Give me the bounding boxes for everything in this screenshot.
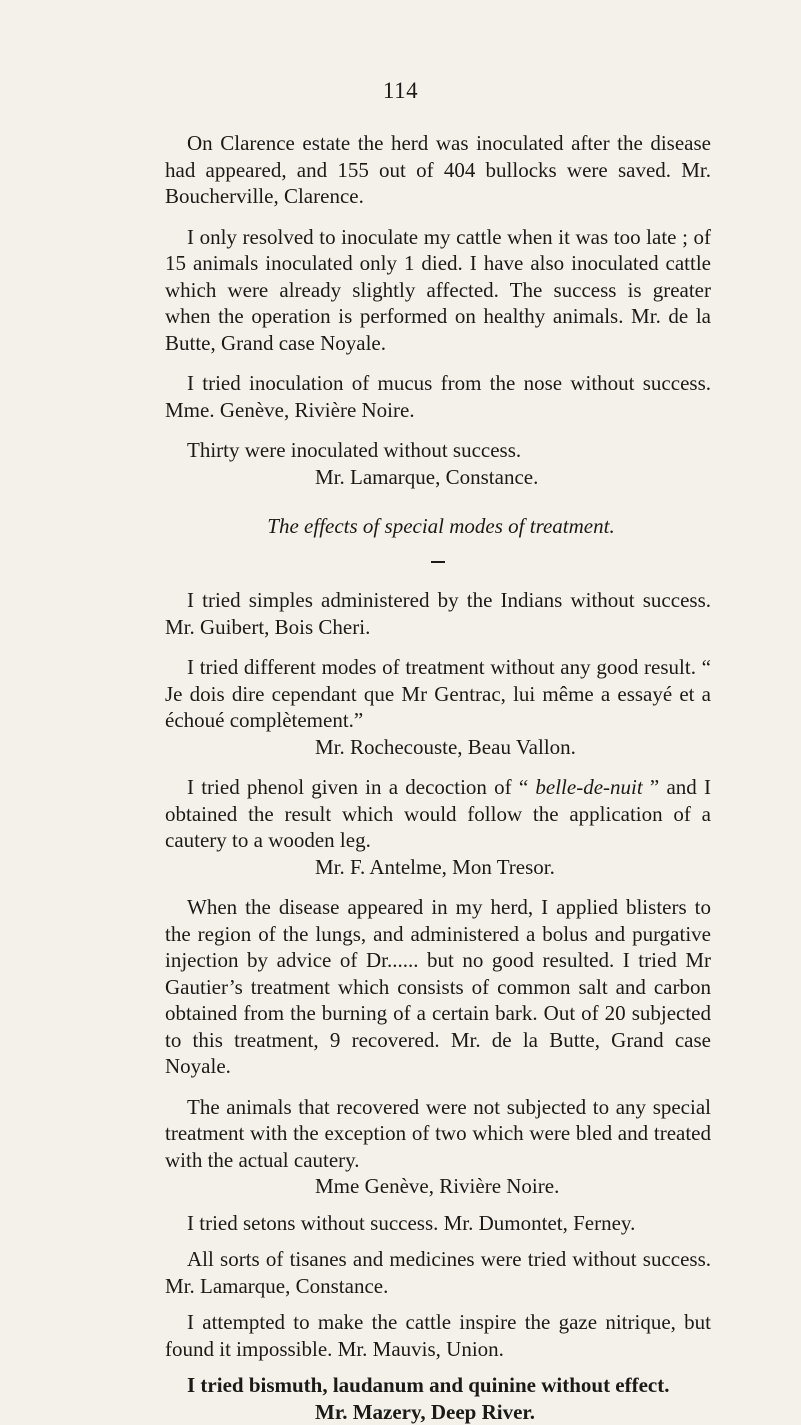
signature-lamarque: Mr. Lamarque, Constance.	[165, 464, 711, 491]
paragraph-setons: I tried setons without success. Mr. Dumontet, Ferney.	[165, 1210, 711, 1237]
paragraph-tisanes: All sorts of tisanes and medicines were tried without success. Mr. Lamarque, Constance.	[165, 1246, 711, 1299]
paragraph-inoculate-late: I only resolved to inoculate my cattle when it was too late ; of 15 animals inoculated only 1 died. I have also inoculated cattle which were already slightly affected. The success is greater when the operation is performed on healthy animals. Mr. de la Butte, Grand case Noyale.	[165, 224, 711, 357]
paragraph-recovered: The animals that recovered were not subjected to any special treatment with the exception of two which were bled and treated with the actual cautery.	[165, 1094, 711, 1174]
page-number: 114	[0, 78, 801, 104]
paragraph-phenol	[165, 774, 711, 854]
signature-rochecouste: Mr. Rochecouste, Beau Vallon.	[165, 734, 711, 761]
text-column	[165, 130, 711, 1425]
phenol-text-italic: belle-de-nuit	[535, 775, 642, 799]
paragraph-simples: I tried simples administered by the Indians without success. Mr. Guibert, Bois Cheri.	[165, 587, 711, 640]
paragraph-bismuth: I tried bismuth, laudanum and quinine without effect.	[165, 1372, 711, 1399]
paragraph-mucus: I tried inoculation of mucus from the nose without success. Mme. Genève, Rivière Noire.	[165, 370, 711, 423]
paragraph-different-modes: I tried different modes of treatment without any good result. “ Je dois dire cependant que Mr Gentrac, lui même a essayé et a échoué complètement.”	[165, 654, 711, 734]
paragraph-gaze-nitrique: I attempted to make the cattle inspire the gaze nitrique, but found it impossible. Mr. Mauvis, Union.	[165, 1309, 711, 1362]
signature-mazery: Mr. Mazery, Deep River.	[165, 1399, 711, 1425]
section-heading: The effects of special modes of treatment.	[165, 514, 711, 539]
paragraph-blisters: When the disease appeared in my herd, I applied blisters to the region of the lungs, and administered a bolus and purgative injection by advice of Dr...... but no good resulted. I tried Mr Gautier’s treatment which consists of common salt and carbon obtained from the burning of a certain bark. Out of 20 subjected to this treatment, 9 recovered. Mr. de la Butte, Grand case Noyale.	[165, 894, 711, 1080]
signature-geneve: Mme Genève, Rivière Noire.	[165, 1173, 711, 1200]
phenol-text-after: ” and I obtained the result which would follow the application of a cautery to a wooden leg.	[165, 775, 711, 852]
paragraph-clarence: On Clarence estate the herd was inoculated after the disease had appeared, and 155 out of 404 bullocks were saved. Mr. Boucherville, Clarence.	[165, 130, 711, 210]
paragraph-thirty: Thirty were inoculated without success.	[165, 437, 711, 464]
signature-antelme: Mr. F. Antelme, Mon Tresor.	[165, 854, 711, 881]
phenol-text-before: I tried phenol given in a decoction of “	[187, 775, 535, 799]
